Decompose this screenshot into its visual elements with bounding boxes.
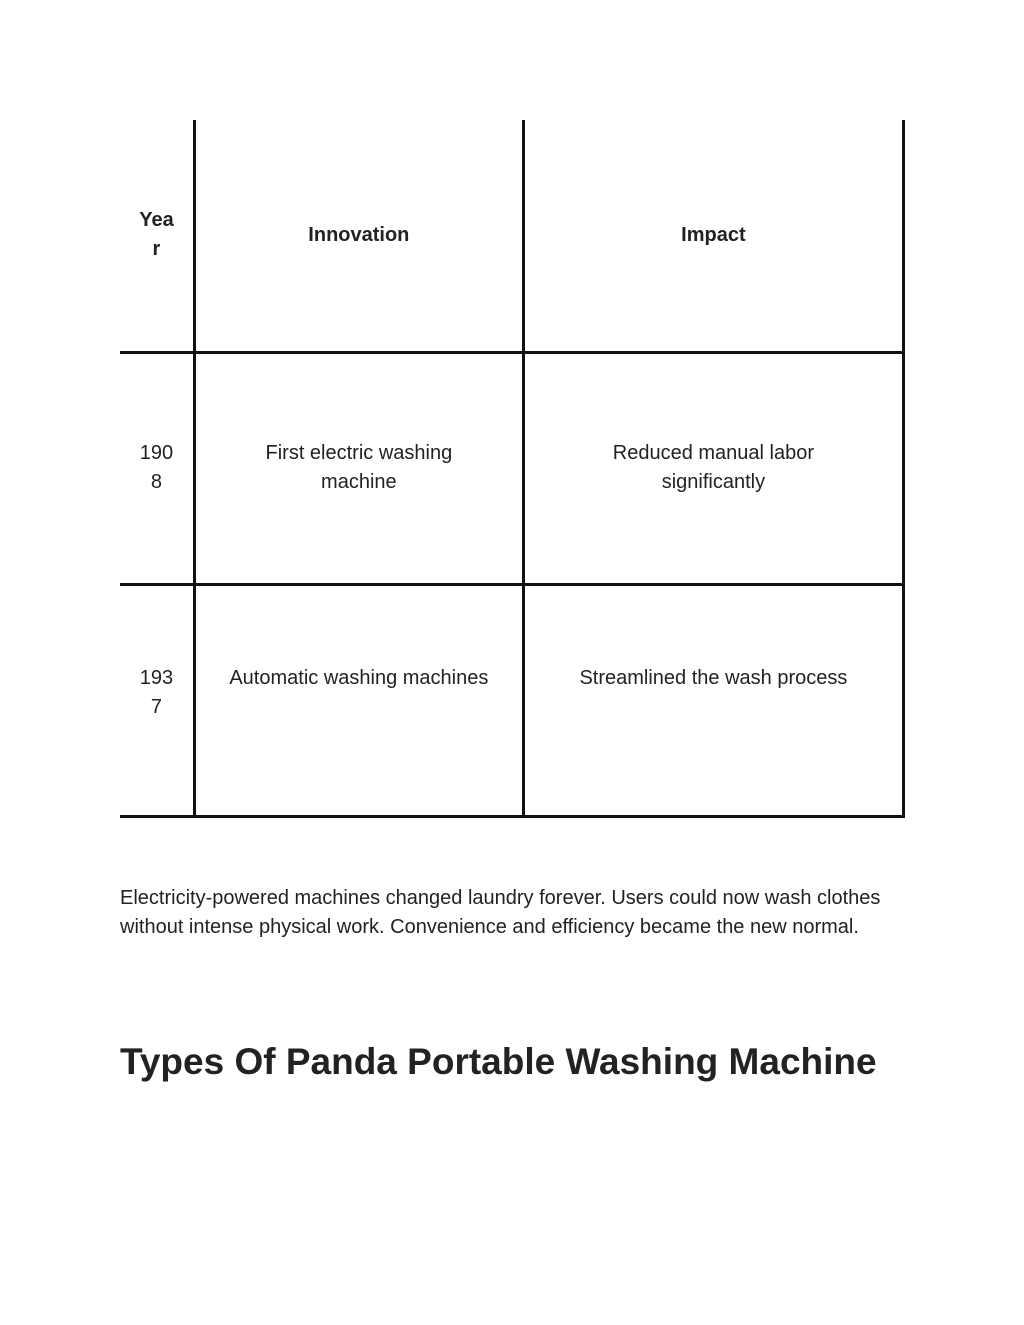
innovation-value: First electric washing machine xyxy=(265,442,453,493)
cell-year xyxy=(120,352,194,584)
cell-year xyxy=(120,584,194,816)
cell-impact xyxy=(523,352,903,584)
history-table-container xyxy=(120,120,905,817)
cell-innovation xyxy=(194,352,523,584)
body-paragraph: Electricity-powered machines changed laundry forever. Users could now wash clothes without intense physical work. Convenience and efficiency became the new normal. xyxy=(120,887,881,938)
header-cell-impact xyxy=(523,120,903,352)
cell-impact xyxy=(523,584,903,816)
header-innovation-label: Innovation xyxy=(308,223,410,246)
header-cell-innovation xyxy=(194,120,523,352)
table-row xyxy=(120,352,904,584)
history-table xyxy=(120,120,905,818)
table-row xyxy=(120,584,904,816)
innovation-value: Automatic washing machines xyxy=(229,666,489,689)
section-heading: Types Of Panda Portable Washing Machine xyxy=(120,1041,877,1082)
header-year-label: Year xyxy=(139,209,174,261)
header-impact-label: Impact xyxy=(681,223,746,246)
impact-value: Reduced manual labor significantly xyxy=(612,442,815,493)
impact-value: Streamlined the wash process xyxy=(579,666,848,689)
header-cell-year xyxy=(120,120,194,352)
table-header-row xyxy=(120,120,904,352)
cell-innovation xyxy=(194,584,523,816)
year-value: 1908 xyxy=(139,442,174,493)
year-value: 1937 xyxy=(139,666,174,718)
